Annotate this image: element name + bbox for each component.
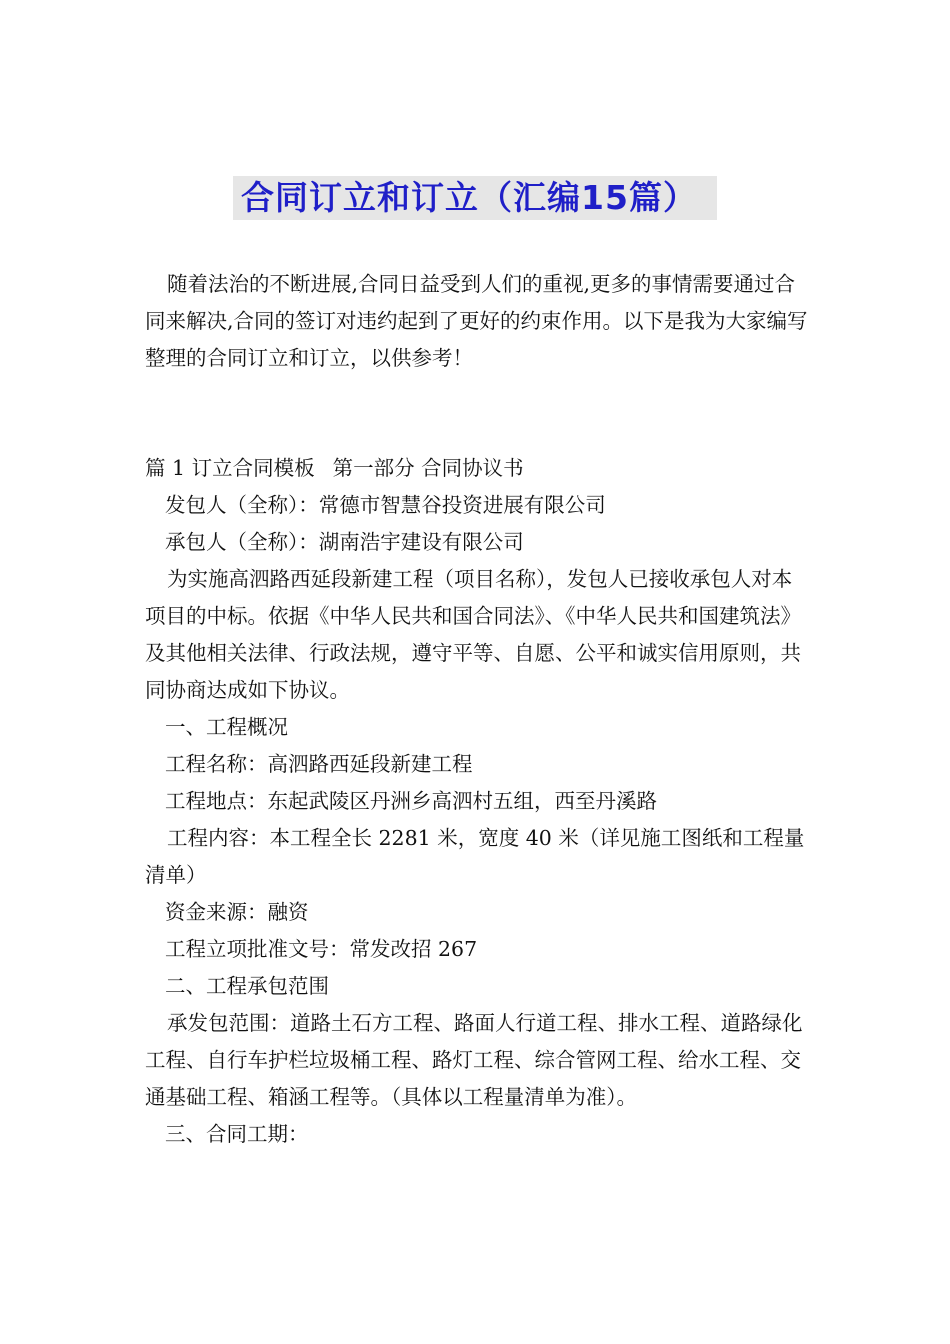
intro-paragraph: 随着法治的不断进展,合同日益受到人们的重视,更多的事情需要通过合同来解决,合同的签订对违约起到了更好的约束作用。以下是我为大家编写整理的合同订立和订立，以供参考！ [145,272,808,370]
heading-contract-scope: 二、工程承包范围 [165,974,329,998]
title-container [0,176,950,220]
project-content-paragraph: 工程内容：本工程全长 2281 米，宽度 40 米（详见施工图纸和工程量清单） [145,826,805,887]
scope-paragraph: 承发包范围：道路土石方工程、路面人行道工程、排水工程、道路绿化工程、自行车护栏垃圾桶工程、路灯工程、综合管网工程、给水工程、交通基础工程、箱涵工程等。（具体以工程量清单为准）。 [145,1011,803,1109]
employer-line: 发包人（全称）：常德市智慧谷投资进展有限公司 [165,493,606,517]
document-title: 合同订立和订立（汇编15篇） [233,176,717,220]
contract-body [145,450,810,1153]
section-heading [145,450,810,487]
section-heading-part-a: 篇 1 订立合同模板 [145,456,315,480]
heading-contract-period: 三、合同工期： [165,1122,309,1146]
project-location-line: 工程地点：东起武陵区丹洲乡高泗村五组，西至丹溪路 [165,789,657,813]
section-heading-part-b: 第一部分 合同协议书 [332,456,524,480]
preamble-paragraph: 为实施高泗路西延段新建工程（项目名称），发包人已接收承包人对本项目的中标。依据《中华人民共和国合同法》、《中华人民共和国建筑法》及其他相关法律、行政法规，遵守平等、自愿、公平和诚实信用原则，共同协商达成如下协议。 [145,567,801,702]
heading-project-overview: 一、工程概况 [165,715,288,739]
contractor-line: 承包人（全称）：湖南浩宇建设有限公司 [165,530,524,554]
approval-line: 工程立项批准文号：常发改招 267 [165,937,478,961]
intro-block [145,266,810,377]
project-name-line: 工程名称：高泗路西延段新建工程 [165,752,473,776]
funding-line: 资金来源：融资 [165,900,309,924]
